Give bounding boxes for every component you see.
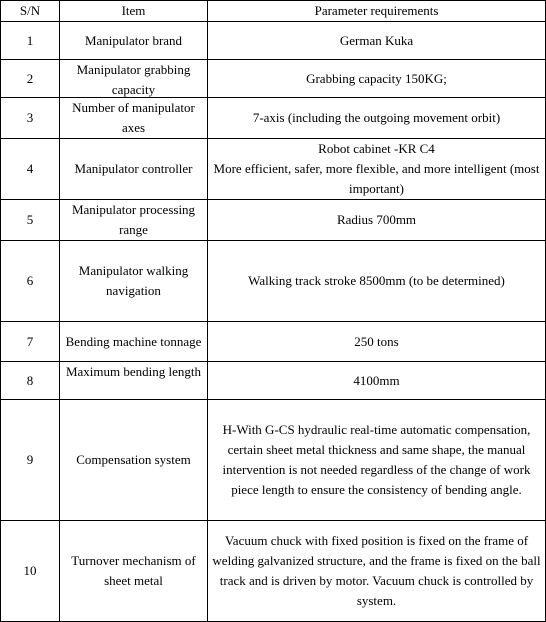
row-param: Walking track stroke 8500mm (to be determined) [208,241,546,322]
row-sn: 7 [1,322,60,362]
row-item [60,362,208,400]
row-param: Grabbing capacity 150KG; [208,60,546,98]
table-header-row [1,1,546,22]
row-sn: 4 [1,139,60,200]
row-param: 7-axis (including the outgoing movement orbit) [208,98,546,139]
table-row [1,98,546,139]
row-item: Manipulator controller [60,139,208,200]
row-param: 4100mm [208,362,546,400]
row-param: H-With G-CS hydraulic real-time automatic compensation, certain sheet metal thickness and same shape, the manual intervention is not needed regardless of the change of work piece length to ensure the consistency of bending angle. [208,400,546,521]
table-row [1,200,546,241]
row-item-text: Manipulator grabbing capacity [76,62,191,97]
row-param: Vacuum chuck with fixed position is fixed on the frame of welding galvanized structure, and the frame is fixed on the ball track and is driven by motor. Vacuum chuck is controlled by system. [208,521,546,622]
row-sn: 5 [1,200,60,241]
row-item: Manipulator brand [60,22,208,60]
row-item: Manipulator walking navigation [60,241,208,322]
table-row [1,60,546,98]
row-param: Robot cabinet -KR C4 More efficient, safer, more flexible, and more intelligent (most important) [208,139,546,200]
header-item: Item [60,1,208,22]
row-item: Compensation system [60,400,208,521]
row-item: Number of manipulator axes [60,98,208,139]
row-item: Bending machine tonnage [60,322,208,362]
header-sn: S/N [1,1,60,22]
header-param: Parameter requirements [208,1,546,22]
row-sn: 3 [1,98,60,139]
table-row [1,241,546,322]
row-sn: 2 [1,60,60,98]
table-row [1,139,546,200]
row-sn: 10 [1,521,60,622]
row-item [60,60,208,98]
row-param: German Kuka [208,22,546,60]
table-row [1,400,546,521]
row-item: Turnover mechanism of sheet metal [60,521,208,622]
table-row [1,322,546,362]
row-param: 250 tons [208,322,546,362]
row-sn: 1 [1,22,60,60]
table-row [1,521,546,622]
table-row [1,362,546,400]
row-param: Radius 700mm [208,200,546,241]
row-item-text: Maximum bending length [65,364,202,379]
row-sn: 6 [1,241,60,322]
row-sn: 8 [1,362,60,400]
row-item: Manipulator processing range [60,200,208,241]
table-row [1,22,546,60]
row-sn: 9 [1,400,60,521]
